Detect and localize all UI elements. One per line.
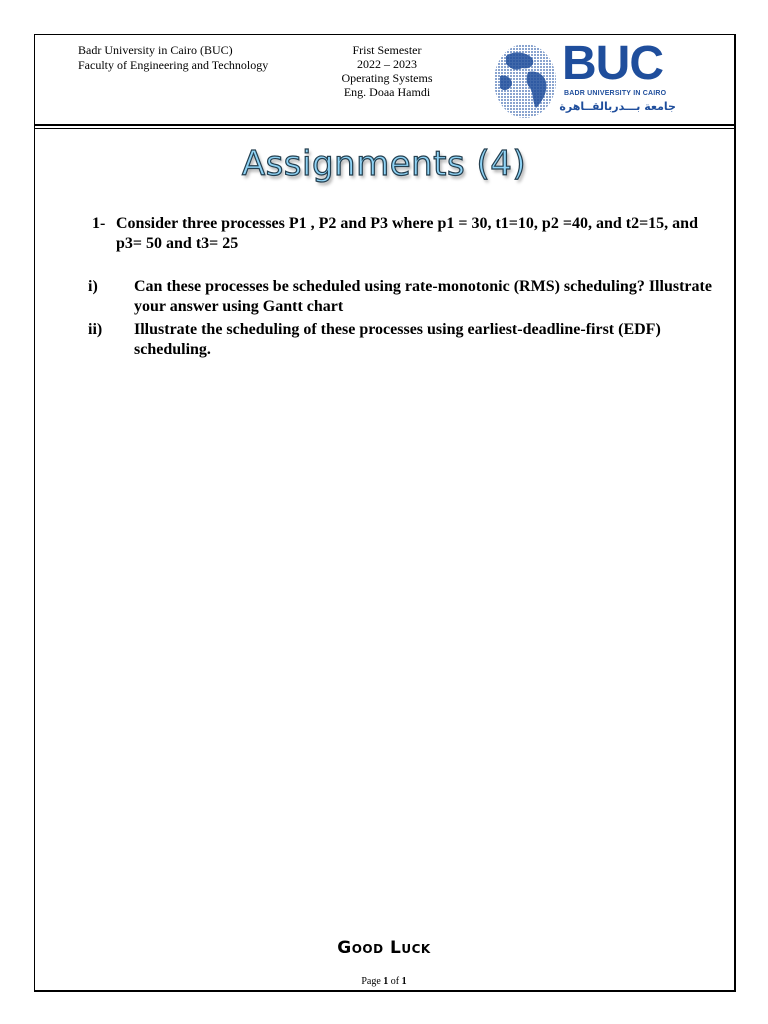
subquestion-text: Illustrate the scheduling of these processes using earliest-deadline-first (EDF) scheduling. — [134, 321, 661, 358]
page-of: of — [388, 976, 402, 987]
buc-logo — [490, 37, 690, 122]
faculty-name: Faculty of Engineering and Technology — [78, 58, 269, 72]
globe-icon — [492, 42, 558, 120]
logo-arabic-name: جامعة بـــدربالقــاهرة — [559, 100, 676, 113]
subquestion-i — [88, 277, 728, 317]
instructor-name: Eng. Doaa Hamdi — [343, 85, 431, 99]
page-title: Assignments (4) — [241, 144, 527, 184]
question-number: 1- — [92, 215, 106, 232]
header-divider-thin — [34, 128, 736, 129]
semester: Frist Semester — [352, 43, 422, 57]
subquestion-mark: ii) — [88, 321, 103, 338]
question-text: Consider three processes P1 , P2 and P3 where p1 = 30, t1=10, p2 =40, and t2=15, and p3= 50 and t3= 25 — [116, 215, 698, 252]
page-current: 1 — [383, 976, 389, 987]
logo-subtitle: BADR UNIVERSITY IN CAIRO — [564, 90, 667, 97]
question-1 — [92, 214, 712, 254]
subquestion-mark: i) — [88, 278, 98, 295]
course-name: Operating Systems — [341, 71, 433, 85]
page-prefix: Page — [361, 976, 384, 987]
logo-wordmark: BUC — [562, 37, 663, 90]
academic-year: 2022 – 2023 — [357, 57, 417, 71]
header-center — [312, 43, 462, 99]
page-total: 1 — [401, 976, 407, 987]
closing-text: Good Luck — [337, 938, 431, 958]
university-name: Badr University in Cairo (BUC) — [78, 43, 233, 57]
header-divider — [34, 124, 736, 126]
subquestion-ii — [88, 320, 728, 360]
header-left — [78, 43, 268, 73]
page-number — [0, 976, 768, 987]
subquestion-text: Can these processes be scheduled using rate-monotonic (RMS) scheduling? Illustrate your answer using Gantt chart — [134, 278, 712, 315]
